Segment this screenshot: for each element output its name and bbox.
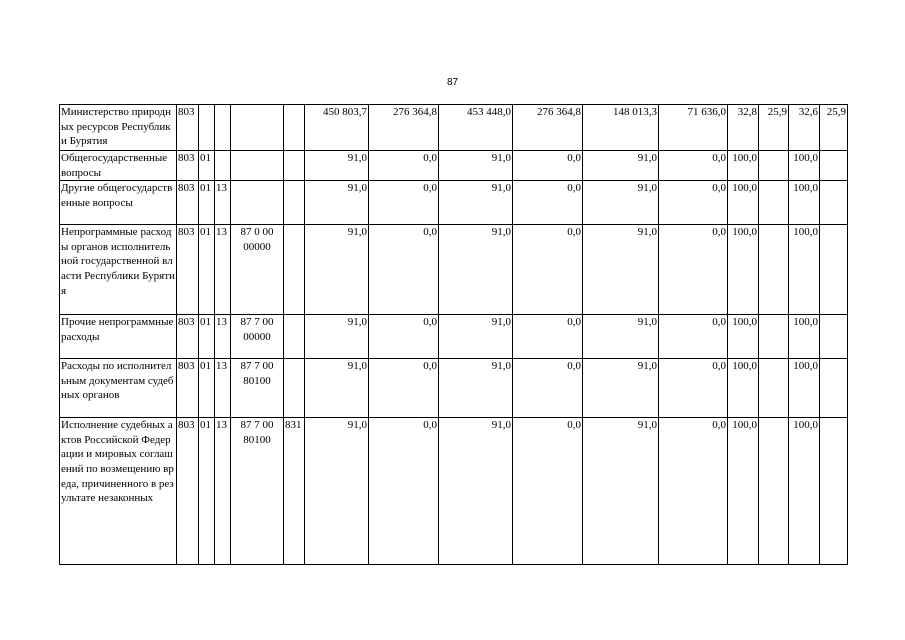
rz-code: 01 (199, 151, 215, 181)
amount-cell: 0,0 (659, 315, 728, 359)
amount-cell: 91,0 (305, 151, 369, 181)
percent-cell (820, 315, 848, 359)
vr-code (284, 181, 305, 225)
percent-cell: 32,8 (728, 105, 759, 151)
csr-code: 87 0 00 00000 (231, 225, 284, 315)
amount-cell: 0,0 (369, 225, 439, 315)
amount-cell: 91,0 (305, 315, 369, 359)
amount-cell: 91,0 (583, 359, 659, 418)
amount-cell: 0,0 (513, 225, 583, 315)
budget-table (59, 104, 848, 565)
amount-cell: 450 803,7 (305, 105, 369, 151)
amount-cell: 91,0 (583, 315, 659, 359)
percent-cell (759, 225, 789, 315)
percent-cell: 100,0 (789, 359, 820, 418)
amount-cell: 0,0 (513, 359, 583, 418)
percent-cell: 100,0 (728, 225, 759, 315)
percent-cell: 100,0 (728, 359, 759, 418)
amount-cell: 0,0 (659, 225, 728, 315)
amount-cell: 71 636,0 (659, 105, 728, 151)
pr-code: 13 (215, 181, 231, 225)
csr-code (231, 181, 284, 225)
percent-cell: 100,0 (789, 418, 820, 565)
amount-cell: 91,0 (583, 151, 659, 181)
percent-cell (820, 225, 848, 315)
table-row (60, 181, 848, 225)
amount-cell: 0,0 (369, 315, 439, 359)
amount-cell: 91,0 (305, 181, 369, 225)
vr-code: 831 (284, 418, 305, 565)
rz-code (199, 105, 215, 151)
row-name: Исполнение судебных актов Российской Федерации и мировых соглашений по возмещению вреда, причиненного в результате незаконных (60, 418, 177, 565)
amount-cell: 0,0 (659, 359, 728, 418)
amount-cell: 91,0 (439, 418, 513, 565)
vr-code (284, 105, 305, 151)
amount-cell: 91,0 (305, 418, 369, 565)
rz-code: 01 (199, 315, 215, 359)
csr-code: 87 7 00 80100 (231, 418, 284, 565)
amount-cell: 0,0 (659, 181, 728, 225)
percent-cell (820, 359, 848, 418)
amount-cell: 91,0 (305, 225, 369, 315)
csr-code: 87 7 00 80100 (231, 359, 284, 418)
percent-cell (759, 359, 789, 418)
table-row (60, 418, 848, 565)
amount-cell: 91,0 (439, 181, 513, 225)
percent-cell (820, 151, 848, 181)
percent-cell (759, 181, 789, 225)
percent-cell: 100,0 (728, 315, 759, 359)
gr-code: 803 (177, 359, 199, 418)
csr-code: 87 7 00 00000 (231, 315, 284, 359)
amount-cell: 148 013,3 (583, 105, 659, 151)
amount-cell: 91,0 (583, 225, 659, 315)
amount-cell: 453 448,0 (439, 105, 513, 151)
amount-cell: 0,0 (369, 181, 439, 225)
rz-code: 01 (199, 359, 215, 418)
pr-code: 13 (215, 225, 231, 315)
csr-code (231, 151, 284, 181)
amount-cell: 91,0 (439, 225, 513, 315)
percent-cell: 25,9 (820, 105, 848, 151)
table-row (60, 359, 848, 418)
rz-code: 01 (199, 225, 215, 315)
percent-cell (820, 181, 848, 225)
amount-cell: 276 364,8 (369, 105, 439, 151)
pr-code: 13 (215, 315, 231, 359)
rz-code: 01 (199, 418, 215, 565)
page-number: 87 (446, 77, 459, 88)
percent-cell: 100,0 (789, 151, 820, 181)
row-name: Непрограммные расходы органов исполнительной государственной власти Республики Бурятия (60, 225, 177, 315)
row-name: Другие общегосударственные вопросы (60, 181, 177, 225)
vr-code (284, 315, 305, 359)
percent-cell (759, 418, 789, 565)
table-row (60, 151, 848, 181)
vr-code (284, 359, 305, 418)
row-name: Общегосударственные вопросы (60, 151, 177, 181)
table-row (60, 105, 848, 151)
vr-code (284, 225, 305, 315)
amount-cell: 0,0 (513, 181, 583, 225)
percent-cell (759, 315, 789, 359)
amount-cell: 91,0 (439, 151, 513, 181)
amount-cell: 0,0 (369, 151, 439, 181)
amount-cell: 0,0 (659, 151, 728, 181)
percent-cell: 100,0 (789, 181, 820, 225)
amount-cell: 91,0 (305, 359, 369, 418)
amount-cell: 0,0 (513, 418, 583, 565)
row-name: Прочие непрограммные расходы (60, 315, 177, 359)
row-name: Министерство природных ресурсов Республики Бурятия (60, 105, 177, 151)
amount-cell: 276 364,8 (513, 105, 583, 151)
gr-code: 803 (177, 418, 199, 565)
csr-code (231, 105, 284, 151)
percent-cell: 100,0 (789, 315, 820, 359)
pr-code (215, 105, 231, 151)
percent-cell (759, 151, 789, 181)
amount-cell: 0,0 (513, 151, 583, 181)
table-row (60, 315, 848, 359)
percent-cell (820, 418, 848, 565)
amount-cell: 91,0 (583, 181, 659, 225)
percent-cell: 25,9 (759, 105, 789, 151)
gr-code: 803 (177, 105, 199, 151)
percent-cell: 100,0 (728, 151, 759, 181)
percent-cell: 100,0 (728, 418, 759, 565)
table-row (60, 225, 848, 315)
vr-code (284, 151, 305, 181)
percent-cell: 32,6 (789, 105, 820, 151)
amount-cell: 91,0 (583, 418, 659, 565)
percent-cell: 100,0 (789, 225, 820, 315)
amount-cell: 0,0 (369, 418, 439, 565)
gr-code: 803 (177, 151, 199, 181)
amount-cell: 0,0 (369, 359, 439, 418)
rz-code: 01 (199, 181, 215, 225)
pr-code (215, 151, 231, 181)
amount-cell: 91,0 (439, 315, 513, 359)
amount-cell: 0,0 (659, 418, 728, 565)
amount-cell: 0,0 (513, 315, 583, 359)
percent-cell: 100,0 (728, 181, 759, 225)
amount-cell: 91,0 (439, 359, 513, 418)
gr-code: 803 (177, 181, 199, 225)
gr-code: 803 (177, 225, 199, 315)
row-name: Расходы по исполнительным документам судебных органов (60, 359, 177, 418)
gr-code: 803 (177, 315, 199, 359)
pr-code: 13 (215, 359, 231, 418)
pr-code: 13 (215, 418, 231, 565)
